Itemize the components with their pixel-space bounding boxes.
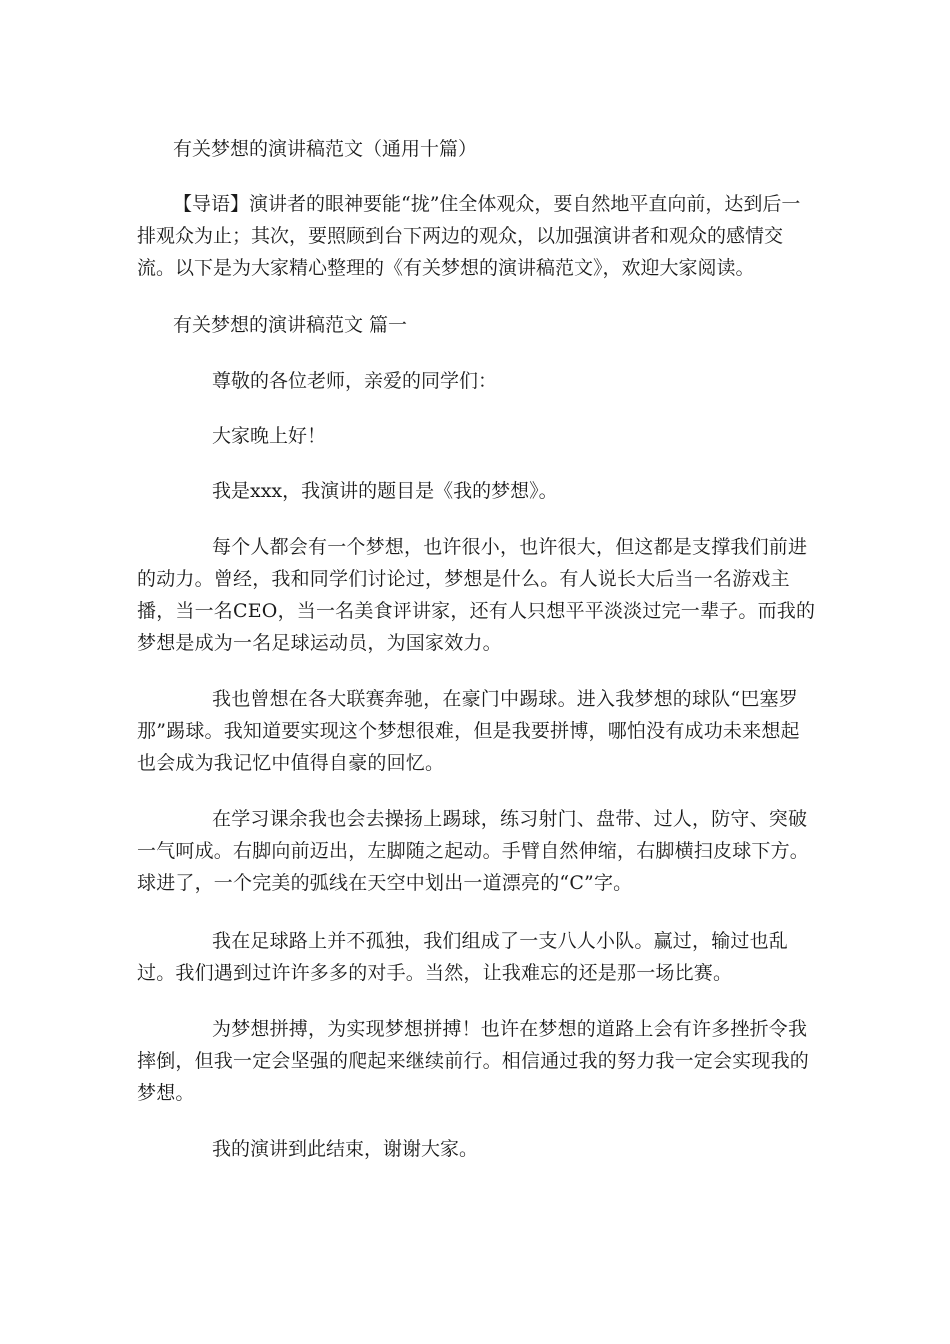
intro-paragraph: 【导语】演讲者的眼神要能“拢”住全体观众，要自然地平直向前，达到后一排观众为止；其次，要照顾到台下两边的观众，以加强演讲者和观众的感情交流。以下是为大家精心整理的《有关梦想的演讲稿范文》，欢迎大家阅读。 <box>137 193 801 279</box>
greeting: 尊敬的各位老师，亲爱的同学们： <box>212 370 498 392</box>
document-title: 有关梦想的演讲稿范文（通用十篇） <box>173 138 478 160</box>
body-paragraph: 我也曾想在各大联赛奔驰，在豪门中踢球。进入我梦想的球队“巴塞罗那”踢球。我知道要实现这个梦想很难，但是我要拼博，哪怕没有成功未来想起也会成为我记忆中值得自豪的回忆。 <box>137 688 800 774</box>
closing-line: 我的演讲到此结束，谢谢大家。 <box>212 1138 479 1160</box>
body-paragraph: 在学习课余我也会去操扬上踢球，练习射门、盘带、过人，防守、突破一气呵成。右脚向前迈出，左脚随之起动。手臂自然伸缩，右脚横扫皮球下方。球进了，一个完美的弧线在天空中划出一道漂亮的“C”字。 <box>137 808 810 894</box>
body-paragraph: 每个人都会有一个梦想，也许很小，也许很大，但这都是支撑我们前进的动力。曾经，我和同学们讨论过，梦想是什么。有人说长大后当一名游戏主播，当一名CEO，当一名美食评讲家，还有人只想平平淡淡过完一辈子。而我的梦想是成为一名足球运动员，为国家效力。 <box>137 536 816 654</box>
self-intro: 我是xxx，我演讲的题目是《我的梦想》。 <box>212 480 558 502</box>
section-heading: 有关梦想的演讲稿范文 篇一 <box>173 314 408 336</box>
salutation: 大家晚上好！ <box>212 425 327 447</box>
body-paragraph: 我在足球路上并不孤独，我们组成了一支八人小队。赢过，输过也乱过。我们遇到过许许多多的对手。当然，让我难忘的还是那一场比赛。 <box>137 930 789 984</box>
body-paragraph: 为梦想拼搏，为实现梦想拼搏！也许在梦想的道路上会有许多挫折令我摔倒，但我一定会坚强的爬起来继续前行。相信通过我的努力我一定会实现我的梦想。 <box>137 1018 810 1104</box>
